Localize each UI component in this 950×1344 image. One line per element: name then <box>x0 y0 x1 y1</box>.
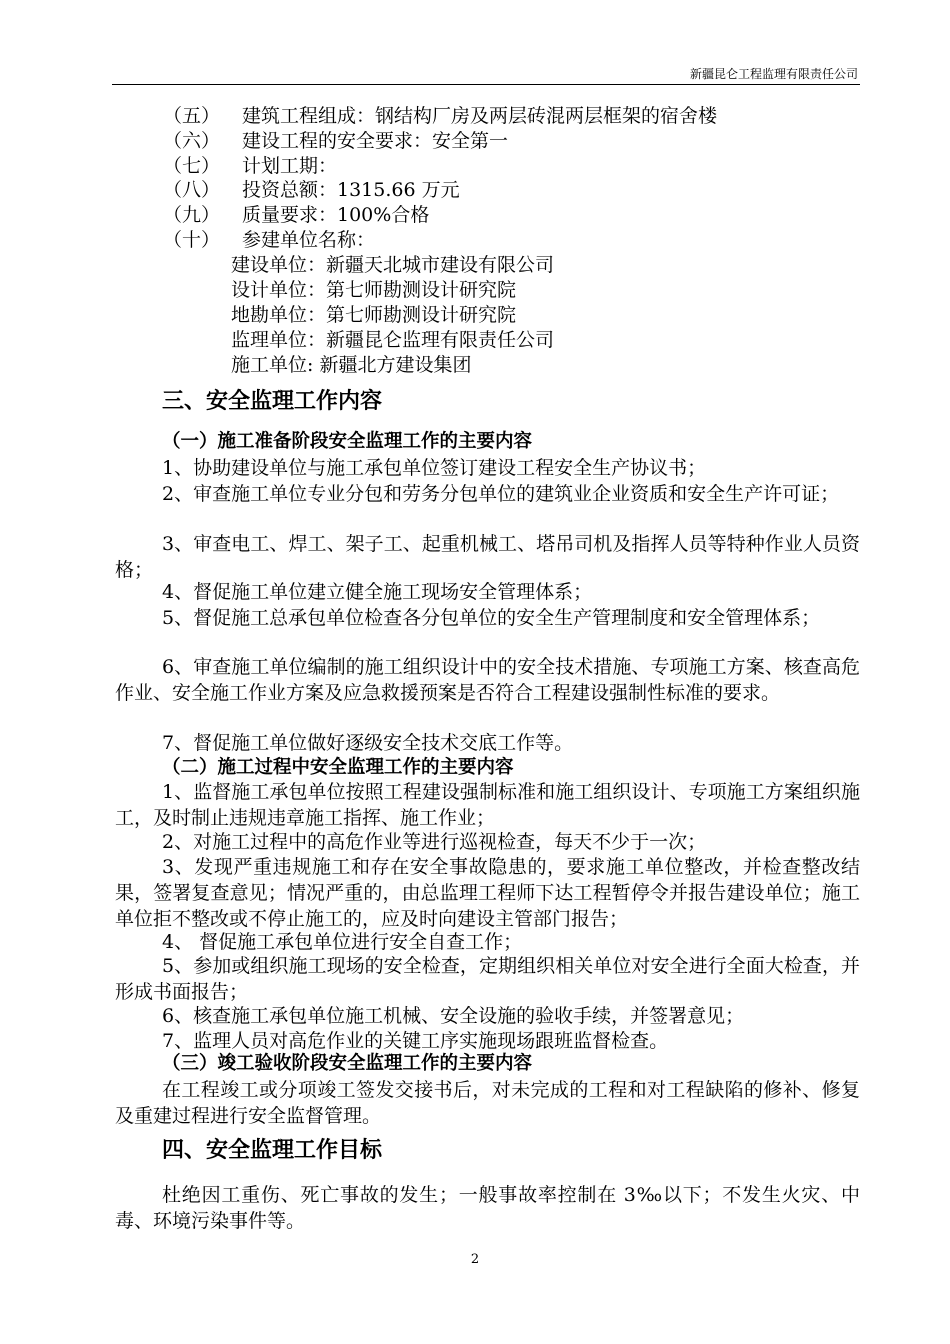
item-text: 参建单位名称： <box>242 229 376 251</box>
project-item <box>163 203 429 227</box>
project-item <box>163 129 508 153</box>
section-4-heading: 四、安全监理工作目标 <box>162 1138 383 1163</box>
subsection-3-heading: （三）竣工验收阶段安全监理工作的主要内容 <box>162 1053 533 1074</box>
list-item: 6、审查施工单位编制的施工组织设计中的安全技术措施、专项施工方案、核查高危作业、安全施工作业方案及应急救援预案是否符合工程建设强制性标准的要求。 <box>115 656 860 704</box>
unit-line: 地勘单位：第七师勘测设计研究院 <box>231 304 517 326</box>
paragraph: 在工程竣工或分项竣工签发交接书后，对未完成的工程和对工程缺陷的修补、修复及重建过程进行安全监督管理。 <box>115 1079 860 1127</box>
header-rule <box>112 84 860 85</box>
list-item: 5、参加或组织施工现场的安全检查，定期组织相关单位对安全进行全面大检查，并形成书面报告； <box>115 955 860 1003</box>
item-number: （十） <box>163 229 221 251</box>
list-item: 2、审查施工单位专业分包和劳务分包单位的建筑业企业资质和安全生产许可证； <box>162 483 840 505</box>
item-number: （九） <box>163 204 221 226</box>
item-number: （五） <box>163 105 221 127</box>
list-item: 2、对施工过程中的高危作业等进行巡视检查，每天不少于一次； <box>162 831 707 853</box>
header-company: 新疆昆仑工程监理有限责任公司 <box>689 67 858 81</box>
item-text: 投资总额：1315.66 万元 <box>242 179 460 201</box>
page-number: 2 <box>470 1252 480 1267</box>
list-item: 7、督促施工单位做好逐级安全技术交底工作等。 <box>162 732 574 754</box>
project-item <box>163 178 460 202</box>
list-item: 1、协助建设单位与施工承包单位签订建设工程安全生产协议书； <box>162 457 707 479</box>
item-number: （八） <box>163 179 221 201</box>
project-item <box>163 104 717 128</box>
unit-line: 设计单位：第七师勘测设计研究院 <box>231 279 517 301</box>
list-item: 7、监理人员对高危作业的关键工序实施现场跟班监督检查。 <box>162 1030 669 1052</box>
list-item: 4、 督促施工承包单位进行安全自查工作； <box>162 931 523 953</box>
list-item: 1、监督施工承包单位按照工程建设强制标准和施工组织设计、专项施工方案组织施工，及时制止违规违章施工指挥、施工作业； <box>115 781 860 829</box>
section-3-heading: 三、安全监理工作内容 <box>162 389 383 414</box>
item-number: （七） <box>163 155 221 177</box>
list-item: 5、督促施工总承包单位检查各分包单位的安全生产管理制度和安全管理体系； <box>162 607 821 629</box>
item-text: 建设工程的安全要求：安全第一 <box>242 130 509 152</box>
list-item: 4、督促施工单位建立健全施工现场安全管理体系； <box>162 581 593 603</box>
unit-line: 施工单位: 新疆北方建设集团 <box>231 354 472 376</box>
item-number: （六） <box>163 130 221 152</box>
project-item <box>163 228 375 252</box>
unit-line: 建设单位：新疆天北城市建设有限公司 <box>231 254 555 276</box>
list-item: 3、审查电工、焊工、架子工、起重机械工、塔吊司机及指挥人员等特种作业人员资格； <box>115 533 860 581</box>
item-text: 质量要求：100%合格 <box>242 204 430 226</box>
item-text: 建筑工程组成：钢结构厂房及两层砖混两层框架的宿舍楼 <box>242 105 718 127</box>
subsection-2-heading: （二）施工过程中安全监理工作的主要内容 <box>162 757 514 778</box>
unit-line: 监理单位：新疆昆仑监理有限责任公司 <box>231 329 555 351</box>
list-item: 3、发现严重违规施工和存在安全事故隐患的，要求施工单位整改，并检查整改结果，签署复查意见；情况严重的，由总监理工程师下达工程暂停令并报告建设单位；施工单位拒不整改或不停止施工的，应及时向建设主管部门报告； <box>115 856 860 930</box>
project-item <box>163 154 337 178</box>
paragraph: 杜绝因工重伤、死亡事故的发生；一般事故率控制在 3‰以下；不发生火灾、中毒、环境污染事件等。 <box>115 1184 860 1232</box>
list-item: 6、核查施工承包单位施工机械、安全设施的验收手续，并签署意见； <box>162 1005 745 1027</box>
subsection-1-heading: （一）施工准备阶段安全监理工作的主要内容 <box>162 431 533 452</box>
item-text: 计划工期： <box>242 155 338 177</box>
